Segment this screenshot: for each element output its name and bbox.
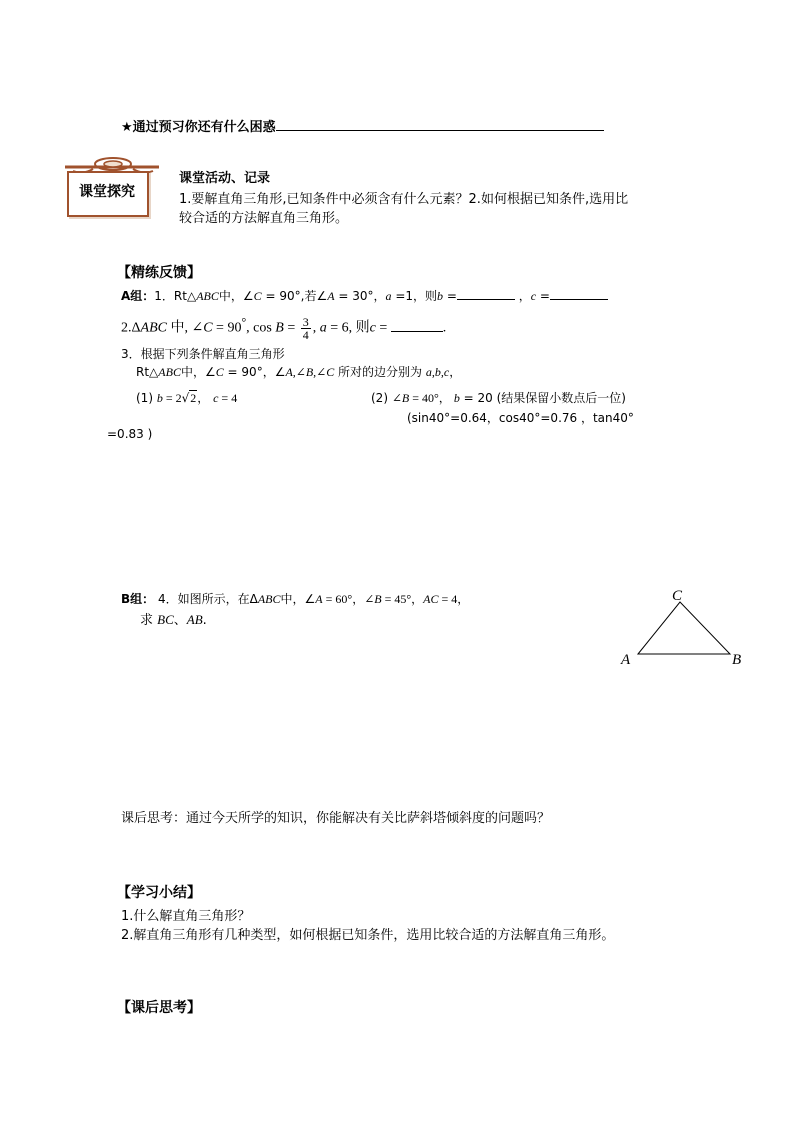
practice-title: 【精练反馈】 — [117, 265, 201, 281]
question-4: B组： 4．如图所示，在ΔABC中，∠A = 60°，∠B = 45°，AC = 4， — [121, 592, 470, 606]
question-4-line-2: 求 BC、AB. — [140, 612, 207, 628]
question-2: 2.ΔABC 中, ∠C = 90°, cos B = $\frac{3}{4}$ , a = 6, 则c = . — [121, 314, 447, 342]
vertex-label-b: B — [732, 652, 742, 668]
triangle-figure — [618, 584, 752, 670]
summary-title: 【学习小结】 — [117, 885, 201, 901]
activity-line-2: 较合适的方法解直角三角形。 — [179, 211, 349, 226]
trig-values-line-2: =0.83 ) — [107, 427, 153, 441]
activity-title: 课堂活动、记录 — [179, 171, 271, 186]
classroom-inquiry-badge — [63, 155, 161, 215]
vertex-label-a: A — [621, 652, 631, 668]
activity-line-1: 1.要解直角三角形,已知条件中必须含有什么元素？2.如何根据已知条件,选用比 — [179, 192, 629, 207]
question-3-condition: Rt△ABC中，∠C = 90°，∠A,∠B,∠C 所对的边分别为 a,b,c， — [136, 365, 462, 379]
vertex-label-c: C — [672, 588, 683, 604]
summary-item-1: 1.什么解直角三角形？ — [121, 909, 251, 924]
prestudy-answer-line[interactable] — [276, 118, 604, 131]
fraction-three-quarters: $\frac{3}{4}$ — [302, 314, 309, 342]
answer-blank-b[interactable] — [457, 287, 515, 300]
question-1: A组：1．Rt△ABC中，∠C = 90°,若∠A = 30°，a =1，则b = ，c = — [121, 287, 608, 304]
triangle-abc — [638, 602, 730, 654]
reflection-title: 【课后思考】 — [117, 1000, 201, 1016]
summary-item-2: 2.解直角三角形有几种类型，如何根据已知条件，选用比较合适的方法解直角三角形。 — [121, 928, 615, 943]
question-3-part-2: (2) ∠B = 40°， b = 20 (结果保留小数点后一位) — [371, 391, 626, 405]
question-3-part-1: (1) b = 2√2， c = 4 — [136, 391, 238, 405]
trig-values-line-1: (sin40°=0.64，cos40°=0.76 ，tan40° — [407, 411, 634, 425]
answer-blank-c[interactable] — [550, 287, 608, 300]
badge-label: 课堂探究 — [79, 184, 135, 200]
answer-blank-c2[interactable] — [391, 319, 443, 332]
prestudy-question: ★通过预习你还有什么困惑 — [121, 116, 604, 135]
question-3-title: 3．根据下列条件解直角三角形 — [121, 347, 285, 361]
after-class-question: 课后思考：通过今天所学的知识，你能解决有关比萨斜塔倾斜度的问题吗？ — [121, 811, 551, 826]
